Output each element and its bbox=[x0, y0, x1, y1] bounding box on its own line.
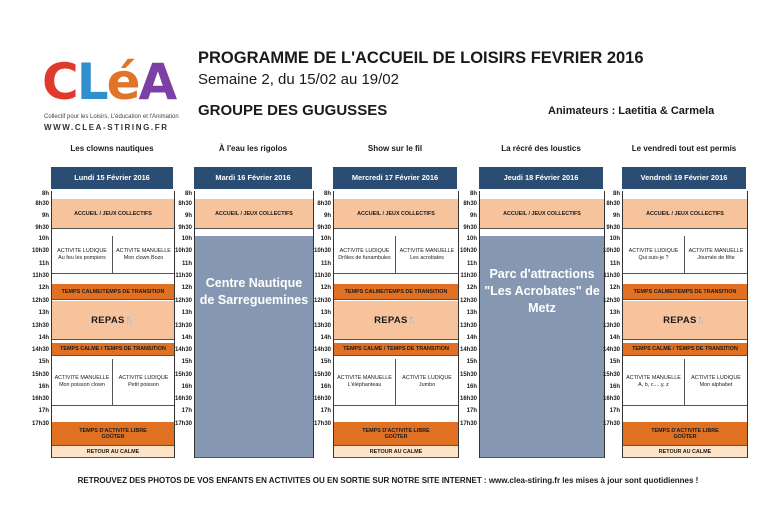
free-time-block bbox=[334, 422, 458, 446]
time-label: 16h bbox=[466, 384, 477, 390]
activity-cell bbox=[396, 236, 458, 273]
time-label: 8h bbox=[469, 191, 477, 197]
transition-block: TEMPS CALME / TEMPS DE TRANSITION bbox=[623, 343, 747, 356]
day-theme: La récré des loustics bbox=[501, 144, 581, 153]
time-label: 15h bbox=[609, 359, 620, 365]
day-schedule bbox=[194, 191, 314, 458]
accueil-block: ACCUEIL / JEUX COLLECTIFS bbox=[480, 199, 604, 229]
activity-type: ACTIVITE MANUELLE bbox=[54, 375, 110, 381]
time-label: 11h30 bbox=[175, 273, 192, 279]
time-label: 10h30 bbox=[31, 248, 49, 254]
time-label: 14h30 bbox=[459, 347, 477, 353]
activity-name: Mon poisson clown bbox=[59, 382, 105, 388]
activity-cell bbox=[623, 236, 685, 273]
outing-label: Parc d'attractions "Les Acrobates" de Metz bbox=[484, 267, 600, 315]
time-label: 17h bbox=[609, 408, 620, 414]
time-label: 8h30 bbox=[463, 201, 477, 207]
morning-activities bbox=[52, 236, 174, 274]
time-label: 15h bbox=[38, 359, 49, 365]
time-label: 16h bbox=[38, 384, 49, 390]
time-label: 8h bbox=[612, 191, 620, 197]
time-label: 9h30 bbox=[317, 225, 331, 231]
activity-type: ACTIVITE MANUELLE bbox=[626, 375, 681, 381]
time-label: 8h bbox=[184, 191, 192, 197]
time-label: 16h30 bbox=[602, 396, 620, 402]
accueil-block: ACCUEIL / JEUX COLLECTIFS bbox=[52, 199, 174, 229]
activity-type: ACTIVITE MANUELLE bbox=[116, 247, 171, 254]
snack-label: GOÛTER bbox=[101, 433, 125, 440]
time-label: 11h bbox=[609, 261, 620, 267]
time-label: 11h bbox=[466, 261, 477, 267]
cutlery-icon: 🍴 bbox=[407, 315, 418, 325]
activity-name: Au feu les pompiers bbox=[58, 254, 106, 261]
cutlery-icon: 🍴 bbox=[696, 315, 707, 325]
snack-label: GOÛTER bbox=[673, 433, 697, 440]
day-schedule bbox=[622, 191, 748, 458]
time-label: 13h bbox=[609, 310, 620, 316]
time-column bbox=[313, 0, 331, 526]
time-label: 11h bbox=[320, 261, 331, 267]
activity-name: Qui suis-je ? bbox=[638, 254, 669, 261]
time-label: 9h30 bbox=[35, 225, 49, 231]
time-label: 13h bbox=[320, 310, 331, 316]
time-column bbox=[459, 0, 477, 526]
time-label: 11h30 bbox=[460, 273, 477, 279]
outing-label: Centre Nautique de Sarreguemines bbox=[199, 275, 309, 307]
activity-name: Mon clown Bozo bbox=[123, 254, 164, 261]
time-label: 9h bbox=[469, 213, 477, 219]
time-label: 17h30 bbox=[174, 421, 192, 427]
logo-site: WWW.CLEA-STIRING.FR bbox=[44, 123, 169, 132]
time-label: 9h30 bbox=[606, 225, 620, 231]
time-label: 9h30 bbox=[463, 225, 477, 231]
time-label: 10h30 bbox=[313, 248, 331, 254]
time-label: 8h30 bbox=[317, 201, 331, 207]
time-label: 15h30 bbox=[313, 372, 331, 378]
retour-block: RETOUR AU CALME bbox=[623, 446, 747, 458]
time-label: 8h30 bbox=[35, 201, 49, 207]
time-label: 13h30 bbox=[31, 323, 49, 329]
time-label: 12h30 bbox=[174, 298, 192, 304]
snack-label: GOÛTER bbox=[384, 433, 408, 440]
time-label: 12h bbox=[38, 285, 49, 291]
transition-block: TEMPS CALME/TEMPS DE TRANSITION bbox=[623, 284, 747, 300]
logo-tagline: Collectif pour les Loisirs, L'éducation et l'Animation bbox=[44, 114, 179, 120]
time-label: 9h30 bbox=[178, 225, 192, 231]
time-column bbox=[31, 0, 49, 526]
footer-note: RETROUVEZ DES PHOTOS DE VOS ENFANTS EN ACTIVITES OU EN SORTIE SUR NOTRE SITE INTERNET : www.clea-stiring.fr les mises à jour sont quotidiennes ! bbox=[77, 476, 699, 485]
time-label: 17h bbox=[38, 408, 49, 414]
time-label: 15h30 bbox=[459, 372, 477, 378]
time-label: 13h bbox=[181, 310, 192, 316]
time-label: 17h30 bbox=[459, 421, 477, 427]
lunch-block bbox=[334, 301, 458, 340]
activity-cell bbox=[396, 359, 458, 405]
time-label: 10h30 bbox=[602, 248, 620, 254]
morning-activities bbox=[623, 236, 747, 274]
time-label: 14h bbox=[609, 335, 620, 341]
activity-type: ACTIVITE MANUELLE bbox=[688, 247, 744, 254]
activity-cell bbox=[113, 359, 174, 405]
activity-name: Mon alphabet bbox=[699, 382, 733, 388]
time-label: 15h30 bbox=[31, 372, 49, 378]
activity-cell bbox=[334, 236, 396, 273]
time-label: 13h bbox=[466, 310, 477, 316]
time-label: 12h30 bbox=[602, 298, 620, 304]
time-label: 12h30 bbox=[459, 298, 477, 304]
day-header: Mardi 16 Février 2016 bbox=[194, 167, 312, 189]
day-schedule bbox=[333, 191, 459, 458]
day-theme: À l'eau les rigolos bbox=[218, 144, 288, 153]
activity-type: ACTIVITE LUDIQUE bbox=[628, 247, 679, 254]
cutlery-icon: 🍴 bbox=[124, 315, 135, 325]
lunch-label: REPAS bbox=[91, 314, 125, 326]
outing-block bbox=[480, 236, 604, 458]
lunch-block bbox=[623, 301, 747, 340]
time-label: 9h bbox=[323, 213, 331, 219]
afternoon-activities bbox=[52, 359, 174, 406]
retour-block: RETOUR AU CALME bbox=[52, 446, 174, 458]
time-label: 12h30 bbox=[31, 298, 49, 304]
afternoon-activities bbox=[623, 359, 747, 406]
time-label: 14h30 bbox=[602, 347, 620, 353]
activity-cell bbox=[623, 359, 685, 405]
time-label: 11h bbox=[181, 261, 192, 267]
time-label: 14h bbox=[181, 335, 192, 341]
clea-logo bbox=[42, 52, 192, 142]
time-label: 17h30 bbox=[31, 421, 49, 427]
time-label: 11h30 bbox=[603, 273, 620, 279]
time-label: 13h30 bbox=[313, 323, 331, 329]
time-label: 9h bbox=[41, 213, 49, 219]
activity-cell bbox=[334, 359, 396, 405]
transition-block: TEMPS CALME / TEMPS DE TRANSITION bbox=[52, 343, 174, 356]
time-label: 10h30 bbox=[459, 248, 477, 254]
activity-cell bbox=[52, 236, 113, 273]
time-column bbox=[603, 0, 620, 526]
time-label: 16h bbox=[609, 384, 620, 390]
time-label: 12h30 bbox=[313, 298, 331, 304]
time-label: 9h bbox=[612, 213, 620, 219]
time-label: 14h bbox=[466, 335, 477, 341]
activity-cell bbox=[685, 236, 747, 273]
day-schedule bbox=[479, 191, 605, 458]
animators: Animateurs : Laetitia & Carmela bbox=[548, 105, 715, 117]
time-label: 13h bbox=[38, 310, 49, 316]
day-header: Vendredi 19 Février 2016 bbox=[622, 167, 746, 189]
day-header: Mercredi 17 Février 2016 bbox=[333, 167, 457, 189]
time-label: 11h30 bbox=[32, 273, 49, 279]
morning-activities bbox=[334, 236, 458, 274]
accueil-block: ACCUEIL / JEUX COLLECTIFS bbox=[623, 199, 747, 229]
time-label: 16h bbox=[320, 384, 331, 390]
time-label: 13h30 bbox=[459, 323, 477, 329]
time-label: 14h30 bbox=[313, 347, 331, 353]
activity-type: ACTIVITE MANUELLE bbox=[337, 375, 392, 381]
time-label: 14h30 bbox=[31, 347, 49, 353]
transition-block: TEMPS CALME/TEMPS DE TRANSITION bbox=[52, 284, 174, 300]
day-header: Jeudi 18 Février 2016 bbox=[479, 167, 603, 189]
time-label: 14h30 bbox=[174, 347, 192, 353]
free-time-block bbox=[623, 422, 747, 446]
free-time-label: TEMPS D'ACTIVITE LIBRE bbox=[79, 427, 147, 434]
time-label: 16h30 bbox=[31, 396, 49, 402]
time-label: 9h bbox=[184, 213, 192, 219]
week-subtitle: Semaine 2, du 15/02 au 19/02 bbox=[198, 71, 399, 88]
time-column bbox=[176, 0, 192, 526]
time-label: 12h bbox=[320, 285, 331, 291]
accueil-block: ACCUEIL / JEUX COLLECTIFS bbox=[195, 199, 313, 229]
time-label: 15h bbox=[320, 359, 331, 365]
time-label: 12h bbox=[181, 285, 192, 291]
activity-name: Jumbo bbox=[418, 382, 436, 388]
free-time-block bbox=[52, 422, 174, 446]
time-label: 8h30 bbox=[606, 201, 620, 207]
time-label: 17h30 bbox=[602, 421, 620, 427]
free-time-label: TEMPS D'ACTIVITE LIBRE bbox=[651, 427, 719, 434]
time-label: 14h bbox=[320, 335, 331, 341]
time-label: 12h bbox=[466, 285, 477, 291]
activity-cell bbox=[113, 236, 174, 273]
group-name: GROUPE DES GUGUSSES bbox=[198, 102, 388, 119]
outing-block bbox=[195, 236, 313, 458]
logo-wordmark: CLéA bbox=[42, 53, 176, 111]
time-label: 16h30 bbox=[174, 396, 192, 402]
lunch-block bbox=[52, 301, 174, 340]
activity-name: Petit poisson bbox=[128, 382, 159, 388]
time-label: 17h bbox=[466, 408, 477, 414]
time-label: 14h bbox=[38, 335, 49, 341]
day-header: Lundi 15 Février 2016 bbox=[51, 167, 173, 189]
time-label: 8h bbox=[41, 191, 49, 197]
activity-name: Les acrobates bbox=[410, 254, 444, 261]
lunch-label: REPAS bbox=[374, 314, 408, 326]
time-label: 15h bbox=[466, 359, 477, 365]
lunch-label: REPAS bbox=[663, 314, 697, 326]
activity-name: L'éléphanteau bbox=[347, 382, 382, 388]
activity-name: A, b, c.....y, z bbox=[638, 382, 669, 388]
activity-type: ACTIVITE LUDIQUE bbox=[402, 375, 452, 381]
day-schedule bbox=[51, 191, 175, 458]
transition-block: TEMPS CALME/TEMPS DE TRANSITION bbox=[334, 284, 458, 300]
time-label: 15h30 bbox=[602, 372, 620, 378]
time-label: 10h bbox=[466, 236, 477, 242]
time-label: 13h30 bbox=[174, 323, 192, 329]
time-label: 11h30 bbox=[314, 273, 331, 279]
activity-type: ACTIVITE LUDIQUE bbox=[339, 247, 390, 254]
time-label: 8h30 bbox=[178, 201, 192, 207]
transition-block: TEMPS CALME / TEMPS DE TRANSITION bbox=[334, 343, 458, 356]
time-label: 10h bbox=[609, 236, 620, 242]
time-label: 17h bbox=[320, 408, 331, 414]
day-theme: Les clowns nautiques bbox=[70, 144, 154, 153]
activity-name: Drôles de funambules bbox=[338, 254, 391, 261]
time-label: 10h bbox=[38, 236, 49, 242]
time-label: 15h bbox=[181, 359, 192, 365]
activity-cell bbox=[52, 359, 113, 405]
time-label: 16h30 bbox=[459, 396, 477, 402]
activity-type: ACTIVITE MANUELLE bbox=[399, 247, 455, 254]
page-title: PROGRAMME DE L'ACCUEIL DE LOISIRS FEVRIER 2016 bbox=[198, 49, 644, 67]
time-label: 11h bbox=[38, 261, 49, 267]
time-label: 8h bbox=[323, 191, 331, 197]
retour-block: RETOUR AU CALME bbox=[334, 446, 458, 458]
time-label: 10h bbox=[181, 236, 192, 242]
activity-type: ACTIVITE LUDIQUE bbox=[691, 375, 741, 381]
activity-type: ACTIVITE LUDIQUE bbox=[118, 375, 169, 381]
time-label: 16h30 bbox=[313, 396, 331, 402]
time-label: 17h30 bbox=[313, 421, 331, 427]
activity-cell bbox=[685, 359, 747, 405]
activity-name: Journée de fête bbox=[697, 254, 735, 261]
accueil-block: ACCUEIL / JEUX COLLECTIFS bbox=[334, 199, 458, 229]
time-label: 17h bbox=[181, 408, 192, 414]
day-theme: Show sur le fil bbox=[367, 144, 423, 153]
activity-type: ACTIVITE LUDIQUE bbox=[57, 247, 107, 254]
afternoon-activities bbox=[334, 359, 458, 406]
time-label: 10h bbox=[320, 236, 331, 242]
day-theme: Le vendredi tout est permis bbox=[631, 144, 737, 153]
time-label: 10h30 bbox=[174, 248, 192, 254]
time-label: 16h bbox=[181, 384, 192, 390]
time-label: 12h bbox=[609, 285, 620, 291]
time-label: 13h30 bbox=[602, 323, 620, 329]
time-label: 15h30 bbox=[174, 372, 192, 378]
free-time-label: TEMPS D'ACTIVITE LIBRE bbox=[362, 427, 430, 434]
